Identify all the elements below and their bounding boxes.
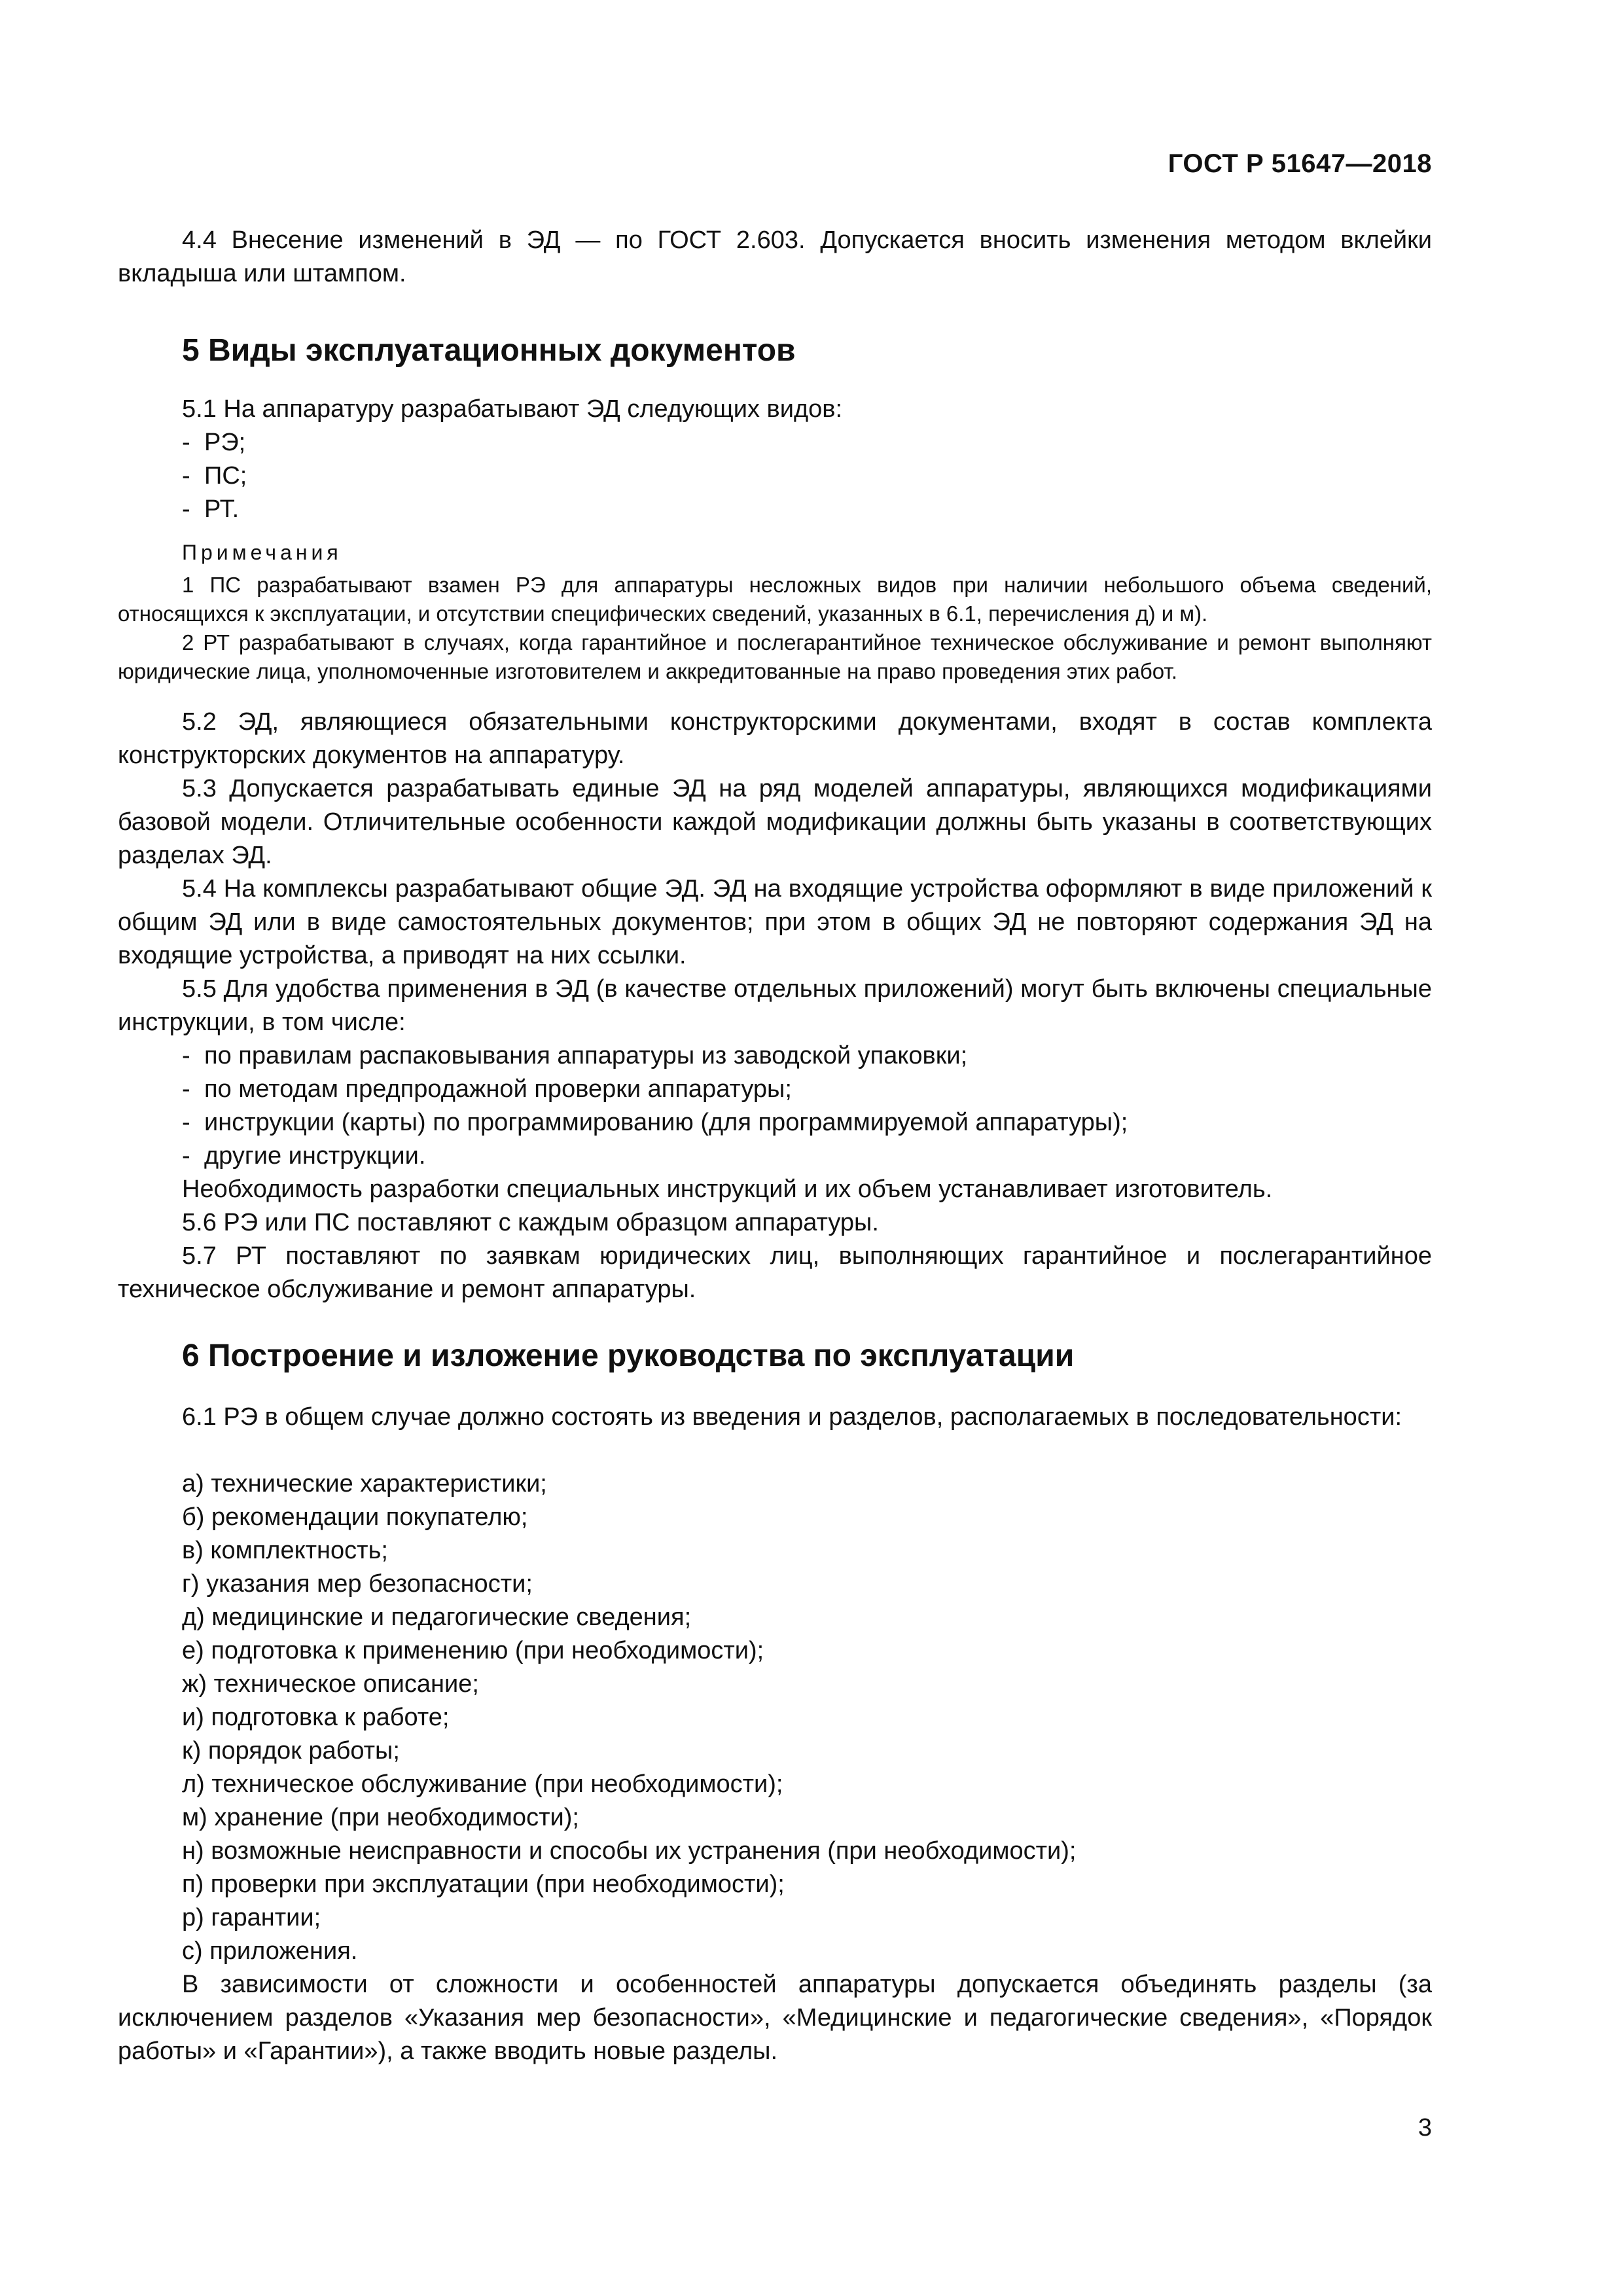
- list-item: н) возможные неисправности и способы их устранения (при необходимости);: [182, 1837, 1077, 1865]
- document-header-id: ГОСТ Р 51647—2018: [1168, 149, 1432, 178]
- list-item: г) указания мер безопасности;: [182, 1570, 533, 1598]
- list-item: - другие инструкции.: [182, 1142, 426, 1170]
- list-item: д) медицинские и педагогические сведения;: [182, 1604, 692, 1631]
- paragraph-6-1: 6.1 РЭ в общем случае должно состоять из введения и разделов, располагаемых в последовательности:: [182, 1403, 1402, 1431]
- list-item: а) технические характеристики;: [182, 1470, 547, 1498]
- paragraph-5-6: 5.6 РЭ или ПС поставляют с каждым образцом аппаратуры.: [182, 1209, 879, 1236]
- list-item: - по методам предпродажной проверки аппаратуры;: [182, 1075, 792, 1103]
- list-item: и) подготовка к работе;: [182, 1704, 450, 1731]
- list-item: - инструкции (карты) по программированию (для программируемой аппаратуры);: [182, 1109, 1128, 1136]
- list-item: с) приложения.: [182, 1937, 358, 1965]
- paragraph-5-1: 5.1 На аппаратуру разрабатывают ЭД следующих видов:: [182, 395, 843, 423]
- list-item: - РТ.: [182, 495, 240, 523]
- paragraph-4-4: 4.4 Внесение изменений в ЭД — по ГОСТ 2.603. Допускается вносить изменения методом вклейки вкладыша или штампом.: [118, 226, 1432, 287]
- list-item: ж) техническое описание;: [182, 1670, 479, 1698]
- paragraph-5-5: 5.5 Для удобства применения в ЭД (в качестве отдельных приложений) могут быть включены специальные инструкции, в том числе:: [118, 975, 1432, 1036]
- list-item: л) техническое обслуживание (при необходимости);: [182, 1770, 783, 1798]
- list-item: п) проверки при эксплуатации (при необходимости);: [182, 1871, 785, 1898]
- note-1: 1 ПС разрабатывают взамен РЭ для аппаратуры несложных видов при наличии небольшого объема сведений, относящихся к эксплуатации, и отсутствии специфических сведений, указанных в 6.1, перечисления д) и м).: [118, 573, 1432, 626]
- paragraph-5-2: 5.2 ЭД, являющиеся обязательными конструкторскими документами, входят в состав комплекта конструкторских документов на аппаратуру.: [118, 708, 1432, 769]
- page-number: 3: [1418, 2114, 1432, 2142]
- list-item: - по правилам распаковывания аппаратуры из заводской упаковки;: [182, 1042, 968, 1069]
- paragraph-5-3: 5.3 Допускается разрабатывать единые ЭД на ряд моделей аппаратуры, являющихся модификациями базовой модели. Отличительные особенности каждой модификации должны быть указаны в соответствующих разделах ЭД.: [118, 775, 1432, 869]
- section-5-heading: 5 Виды эксплуатационных документов: [182, 333, 796, 368]
- notes-title: Примечания: [182, 541, 342, 564]
- list-item: б) рекомендации покупателю;: [182, 1503, 528, 1531]
- paragraph-5-7: 5.7 РТ поставляют по заявкам юридических лиц, выполняющих гарантийное и послегарантийное техническое обслуживание и ремонт аппаратуры.: [118, 1242, 1432, 1303]
- list-item: - РЭ;: [182, 429, 246, 456]
- note-2: 2 РТ разрабатывают в случаях, когда гарантийное и послегарантийное техническое обслуживание и ремонт выполняют юридические лица, уполномоченные изготовителем и аккредитованные на право проведения этих работ.: [118, 630, 1432, 683]
- paragraph-5-5-tail: Необходимость разработки специальных инструкций и их объем устанавливает изготовитель.: [182, 1175, 1273, 1203]
- paragraph-5-4: 5.4 На комплексы разрабатывают общие ЭД. ЭД на входящие устройства оформляют в виде приложений к общим ЭД или в виде самостоятельных документов; при этом в общих ЭД не повторяют содержания ЭД на входящие устройства, а приводят на них ссылки.: [118, 875, 1432, 969]
- list-item: р) гарантии;: [182, 1904, 321, 1931]
- list-item: в) комплектность;: [182, 1537, 388, 1564]
- paragraph-6-1-tail: В зависимости от сложности и особенностей аппаратуры допускается объединять разделы (за исключением разделов «Указания мер безопасности», «Медицинские и педагогические сведения», «Порядок работы» и «Гарантии»), а также вводить новые разделы.: [118, 1971, 1432, 2065]
- list-item: к) порядок работы;: [182, 1737, 400, 1765]
- list-item: е) подготовка к применению (при необходимости);: [182, 1637, 764, 1664]
- list-item: - ПС;: [182, 462, 247, 490]
- section-6-heading: 6 Построение и изложение руководства по эксплуатации: [182, 1338, 1075, 1373]
- list-item: м) хранение (при необходимости);: [182, 1804, 579, 1831]
